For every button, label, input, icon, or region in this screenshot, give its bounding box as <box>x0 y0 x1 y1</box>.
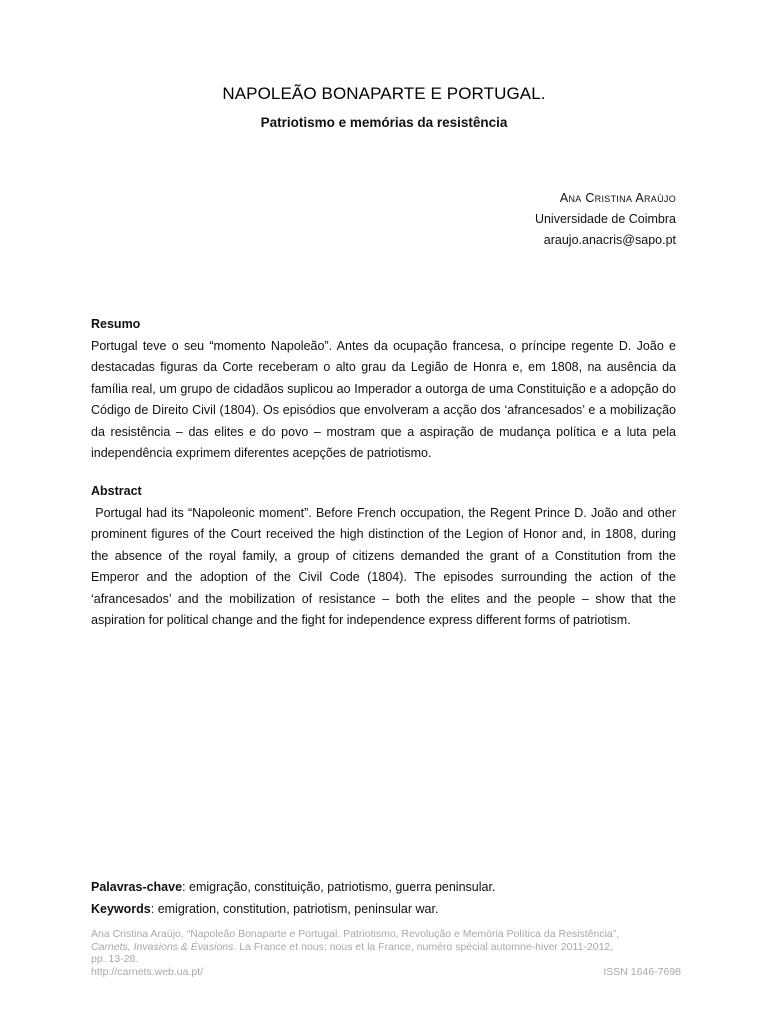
citation-footer <box>91 928 681 978</box>
keywords-block <box>91 877 676 920</box>
abstract-section <box>91 481 680 632</box>
citation-issn: ISSN 1646-7698 <box>603 965 681 978</box>
author-affiliation: Universidade de Coimbra <box>534 212 676 226</box>
keywords-en <box>91 899 676 921</box>
keywords-pt-values: : emigração, constituição, patriotismo, guerra peninsular. <box>182 880 496 894</box>
citation-footer-row <box>91 966 681 979</box>
citation-url[interactable]: http://carnets.web.ua.pt/ <box>91 965 204 978</box>
author-email: araujo.anacris@sapo.pt <box>543 233 676 247</box>
citation-journal: Carnets, Invasions & Évasions <box>91 940 234 953</box>
citation-journal-line <box>91 941 681 954</box>
keywords-en-label: Keywords <box>91 901 151 916</box>
keywords-en-values: : emigration, constitution, patriotism, peninsular war. <box>150 901 439 916</box>
citation-prefix: Ana Cristina Araújo, “Napoleão Bonaparte e Portugal. Patriotismo, Revolução e Memória Política da Resistência”, <box>91 928 620 940</box>
author-block <box>535 188 676 251</box>
keywords-pt-label: Palavras-chave <box>91 880 183 894</box>
article-subtitle: Patriotismo e memórias da resistência <box>260 115 508 130</box>
abstract-text: Portugal had its “Napoleonic moment”. Before French occupation, the Regent Prince D. João and other prominent figures of the Court received the high distinction of the Legion of Honor and, in 1808, during the absence of the royal family, a group of citizens demanded the grant of a Constitution from the Emperor and the adoption of the Civil Code (1804). The episodes surrounding the action of the ‘afrancesados’ and the mobilization of resistance – both the elites and the people – show that the aspiration for political change and the fight for independence express different forms of patriotism. <box>91 505 680 627</box>
keywords-pt <box>91 877 676 899</box>
resumo-heading: Resumo <box>91 317 141 331</box>
article-title: NAPOLEÃO BONAPARTE E PORTUGAL. <box>222 84 546 103</box>
resumo-section <box>91 314 676 465</box>
abstract-heading: Abstract <box>91 484 142 498</box>
author-name: Ana Cristina Araújo <box>559 191 676 205</box>
citation-issue: . La France et nous; nous et la France, numéro spécial automne-hiver 2011-2012, <box>233 940 614 953</box>
resumo-text: Portugal teve o seu “momento Napoleão”. Antes da ocupação francesa, o príncipe regente D. João e destacadas figuras da Corte receberam o alto grau da Legião de Honra e, em 1808, na ausência da família real, um grupo de cidadãos suplicou ao Imperador a outorga de uma Constituição e a adopção do Código de Direito Civil (1804). Os episódios que envolveram a acção dos ‘afrancesados’ e a mobilização da resistência – das elites e do povo – mostram que a aspiração de mudança política e a luta pela independência exprimem diferentes acepções de patriotismo. <box>91 338 676 460</box>
citation-pages: pp. 13-28. <box>91 953 139 965</box>
